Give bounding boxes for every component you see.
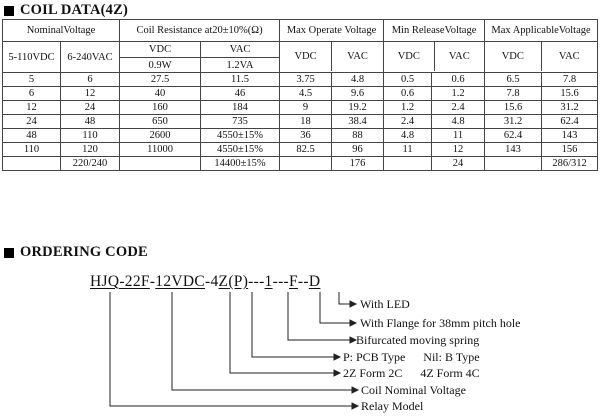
label-contact-form: 2Z Form 2C 4Z Form 4C [343, 366, 480, 380]
label-bifurcated-spring: Bifurcated moving spring [356, 333, 480, 347]
table-cell: 48 [61, 115, 120, 129]
ordering-code-title: ORDERING CODE [20, 244, 148, 260]
table-cell: 220/240 [61, 157, 120, 171]
table-cell: 650 [120, 115, 201, 129]
label-relay-model: Relay Model [361, 399, 424, 413]
header-resistance-vdc: VDC [120, 42, 201, 58]
label-pcb-type: P: PCB Type Nil: B Type [343, 350, 480, 364]
table-cell: 46 [201, 87, 280, 101]
table-cell: 11.5 [201, 73, 280, 87]
label-with-flange: With Flange for 38mm pitch hole [360, 316, 521, 330]
leader-pcb [252, 292, 334, 357]
table-cell: 120 [61, 143, 120, 157]
table-cell: 19.2 [332, 101, 384, 115]
table-cell: 184 [201, 101, 280, 115]
table-cell: 11000 [120, 143, 201, 157]
table-cell: 2.4 [384, 115, 432, 129]
table-cell: 12 [432, 143, 485, 157]
arrow-model-icon [352, 403, 358, 409]
code-segment: (P) [228, 273, 249, 290]
leader-flange [320, 292, 350, 323]
code-segment: --- [272, 273, 289, 290]
table-cell: 15.6 [542, 87, 598, 101]
min-release-title: Min ReleaseVoltage [384, 20, 484, 42]
table-cell: 96 [332, 143, 384, 157]
code-segment: D [308, 273, 321, 290]
header-power-dc: 0.9W [120, 58, 201, 73]
table-cell: 88 [332, 129, 384, 143]
code-segment: HJQ-22F [90, 273, 150, 290]
table-cell: 40 [120, 87, 201, 101]
max-applicable-vdc: VDC [485, 42, 542, 71]
table-cell: 27.5 [120, 73, 201, 87]
table-cell: 5 [3, 73, 61, 87]
table-cell: 7.8 [485, 87, 542, 101]
leader-coil-voltage [172, 292, 352, 390]
table-cell: 12 [3, 101, 61, 115]
table-cell: 15.6 [485, 101, 542, 115]
code-segment: -- [297, 273, 309, 290]
table-cell: 3.75 [280, 73, 332, 87]
table-cell: 14400±15% [201, 157, 280, 171]
arrow-form-icon [334, 370, 340, 376]
table-cell: 156 [542, 143, 598, 157]
code-segment: --- [248, 273, 265, 290]
table-cell: 143 [485, 143, 542, 157]
table-cell: 48 [3, 129, 61, 143]
table-cell: 4.8 [384, 129, 432, 143]
table-cell: 82.5 [280, 143, 332, 157]
code-segment: - [149, 273, 156, 290]
table-cell: 6.5 [485, 73, 542, 87]
table-cell: 24 [3, 115, 61, 129]
max-applicable-vac: VAC [558, 51, 580, 62]
label-coil-nominal-voltage: Coil Nominal Voltage [361, 383, 466, 397]
header-coil-resistance: Coil Resistance at20±10%(Ω) [120, 20, 280, 42]
table-cell: 31.2 [485, 115, 542, 129]
arrow-led-icon [350, 301, 356, 307]
table-cell: 4.5 [280, 87, 332, 101]
leader-form [230, 292, 334, 373]
table-cell: 110 [61, 129, 120, 143]
arrow-flange-icon [350, 320, 356, 326]
table-cell: 62.4 [485, 129, 542, 143]
table-cell: 1.2 [384, 101, 432, 115]
table-cell: 0.6 [384, 87, 432, 101]
table-cell: 9.6 [332, 87, 384, 101]
min-release-vac: VAC [448, 51, 470, 62]
code-segment: 12VDC [155, 273, 206, 290]
max-operate-vac: VAC [347, 51, 368, 62]
code-segment: 1 [264, 273, 273, 290]
table-cell: 4550±15% [201, 129, 280, 143]
code-segment: Z [218, 273, 229, 290]
table-cell: 6 [3, 87, 61, 101]
table-cell: 11 [432, 129, 485, 143]
header-power-ac: 1.2VA [201, 58, 280, 73]
table-cell: 7.8 [542, 73, 598, 87]
table-cell: 12 [61, 87, 120, 101]
max-operate-title: Max Operate Voltage [280, 20, 383, 42]
arrow-pcb-icon [334, 354, 340, 360]
header-range-ac: 6-240VAC [61, 42, 120, 73]
table-cell: 6 [61, 73, 120, 87]
header-resistance-vac: VAC [201, 42, 280, 58]
table-cell: 31.2 [542, 101, 598, 115]
code-segment: F [289, 273, 298, 290]
table-cell: 143 [542, 129, 598, 143]
header-range-dc: 5-110VDC [3, 42, 61, 73]
leader-led [339, 292, 350, 304]
table-cell: 36 [280, 129, 332, 143]
table-cell: 18 [280, 115, 332, 129]
table-cell: 176 [332, 157, 384, 171]
leader-model [110, 292, 352, 406]
code-segment: -4 [205, 273, 219, 290]
table-cell: 0.6 [432, 73, 485, 87]
header-nominal-voltage: NominalVoltage [3, 20, 120, 42]
table-cell: 0.5 [384, 73, 432, 87]
arrow-coil-voltage-icon [352, 387, 358, 393]
min-release-vdc: VDC [384, 42, 435, 71]
table-cell: 4.8 [432, 115, 485, 129]
max-applicable-title: Max ApplicableVoltage [485, 20, 597, 42]
table-cell: 62.4 [542, 115, 598, 129]
table-cell: 4.8 [332, 73, 384, 87]
table-cell: 9 [280, 101, 332, 115]
label-with-led: With LED [360, 297, 410, 311]
table-cell: 24 [432, 157, 485, 171]
coil-data-title: COIL DATA(4Z) [20, 2, 129, 18]
table-cell: 110 [3, 143, 61, 157]
table-cell: 286/312 [542, 157, 598, 171]
table-cell: 735 [201, 115, 280, 129]
max-operate-vdc: VDC [280, 42, 332, 71]
table-cell: 2600 [120, 129, 201, 143]
table-cell: 1.2 [432, 87, 485, 101]
table-cell: 11 [384, 143, 432, 157]
table-cell: 38.4 [332, 115, 384, 129]
table-cell: 4550±15% [201, 143, 280, 157]
table-cell: 2.4 [432, 101, 485, 115]
leader-spring [288, 292, 350, 340]
table-cell: 160 [120, 101, 201, 115]
table-cell: 24 [61, 101, 120, 115]
